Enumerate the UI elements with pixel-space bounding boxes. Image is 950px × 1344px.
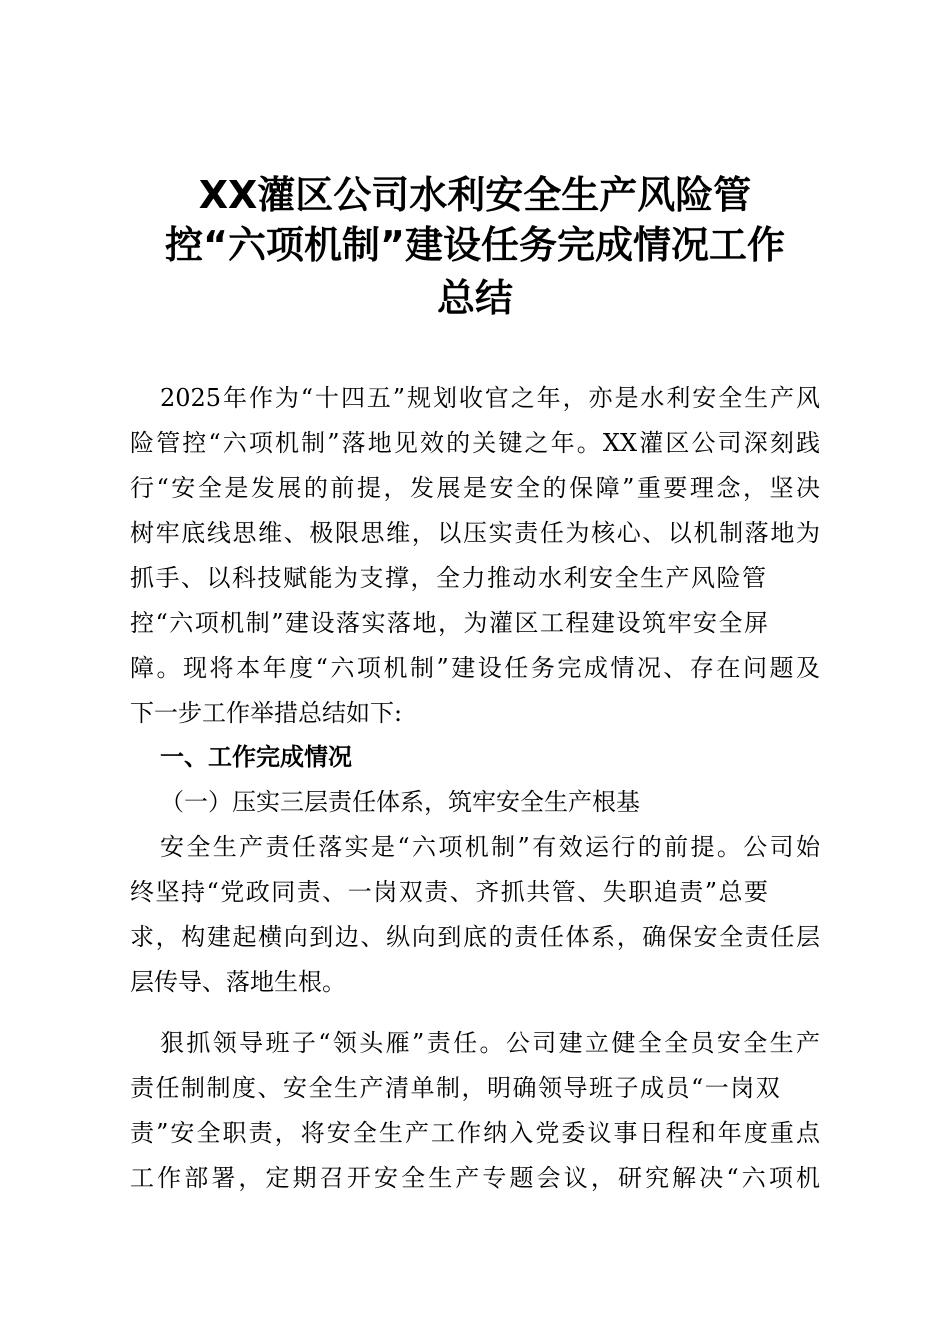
text-line: 层传导、落地生根。 [130, 968, 346, 996]
section-heading: 一、工作完成情况 [160, 743, 352, 771]
title-line: XX灌区公司水利安全生产风险管 [198, 173, 752, 217]
text-line: 抓手、以科技赋能为支撑，全力推动水利安全生产风险管 [130, 564, 768, 592]
text-line: 终坚持“党政同责、一岗双责、齐抓共管、失职追责”总要 [130, 878, 770, 906]
text-line: 控“六项机制”建设落实落地，为灌区工程建设筑牢安全屏 [130, 609, 770, 637]
text-line: 下一步工作举措总结如下: [130, 699, 403, 727]
title-line: 总结 [436, 276, 513, 320]
subsection-heading: （一）压实三层责任体系，筑牢安全生产根基 [160, 788, 640, 816]
text-line: 险管控“六项机制”落地见效的关键之年。XX灌区公司深刻践 [130, 429, 820, 457]
text-line: 责任制制度、安全生产清单制，明确领导班子成员“一岗双 [130, 1074, 782, 1102]
text-line: 2025年作为“十四五”规划收官之年，亦是水利安全生产风 [160, 384, 820, 412]
text-line: 障。现将本年度“六项机制”建设任务完成情况、存在问题及 [130, 654, 820, 682]
text-line: 工作部署，定期召开安全生产专题会议，研究解决“六项机 [130, 1164, 820, 1192]
text-line: 安全生产责任落实是“六项机制”有效运行的前提。公司始 [160, 833, 820, 861]
text-line: 责”安全职责，将安全生产工作纳入党委议事日程和年度重点 [130, 1119, 820, 1147]
text-line: 树牢底线思维、极限思维，以压实责任为核心、以机制落地为 [130, 519, 820, 547]
title-line: 控“六项机制”建设任务完成情况工作 [165, 223, 785, 267]
text-line: 行“安全是发展的前提，发展是安全的保障”重要理念，坚决 [130, 474, 820, 502]
text-line: 求，构建起横向到边、纵向到底的责任体系，确保安全责任层 [130, 923, 820, 951]
text-line: 狠抓领导班子“领头雁”责任。公司建立健全全员安全生产 [160, 1029, 820, 1057]
